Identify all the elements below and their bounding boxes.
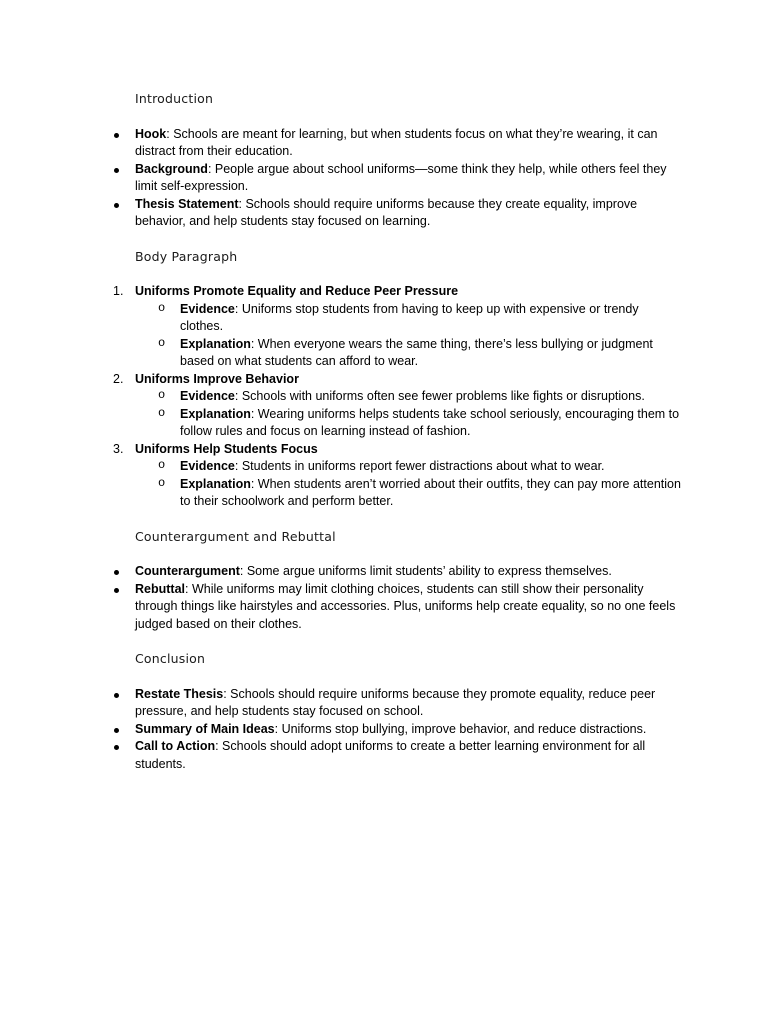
sub-item-label: Explanation [180, 476, 251, 491]
item-text: : Schools should require uniforms because they create equality, improve behavior, and help students stay focused on learning. [135, 196, 638, 228]
sub-item-label: Explanation [180, 336, 251, 351]
sub-item-text: : Students in uniforms report fewer distractions about what to wear. [234, 459, 605, 473]
item-label: Call to Action [135, 739, 216, 753]
body-point-1 [113, 283, 683, 371]
section-heading-introduction: Introduction [135, 91, 214, 106]
introduction-list [113, 126, 683, 231]
list-item-restate-thesis [113, 686, 683, 721]
sub-bullet-icon: o [158, 475, 166, 490]
counter-list [113, 563, 683, 633]
sub-item-explanation [135, 336, 683, 371]
sub-item-evidence [135, 301, 683, 336]
item-label: Summary of Main Ideas [135, 721, 275, 736]
list-item-call-to-action [113, 738, 683, 773]
list-item-thesis [113, 196, 683, 231]
point-number: 1. [113, 284, 124, 298]
item-label: Background [135, 161, 208, 176]
item-text: : People argue about school uniforms—some think they help, while others feel they limit self-expression. [135, 161, 667, 193]
sub-item-text: : Wearing uniforms helps students take school seriously, encouraging them to follow rules and focus on learning instead of fashion. [180, 406, 680, 438]
item-label: Rebuttal [135, 581, 185, 596]
body-points-list [113, 283, 683, 511]
sub-bullet-icon: o [158, 335, 166, 350]
sub-bullet-icon: o [158, 458, 166, 472]
sub-bullet-icon: o [158, 388, 166, 402]
sub-item-text: : When students aren’t worried about their outfits, they can pay more attention to their schoolwork and perform better. [180, 476, 681, 508]
sub-list [135, 458, 683, 511]
sub-item-label: Explanation [180, 406, 251, 421]
section-heading-body: Body Paragraph [135, 248, 238, 264]
sub-item-explanation [135, 476, 683, 511]
sub-item-evidence [135, 388, 683, 406]
item-label: Hook [135, 126, 167, 141]
sub-item-text: : Uniforms stop students from having to keep up with expensive or trendy clothes. [180, 301, 639, 333]
sub-list [135, 301, 683, 371]
section-heading-conclusion: Conclusion [135, 651, 206, 666]
item-label: Restate Thesis [135, 686, 224, 701]
sub-list [135, 388, 683, 441]
item-text: : Schools should adopt uniforms to create a better learning environment for all students. [135, 739, 646, 771]
document-content [113, 90, 683, 790]
item-label: Thesis Statement [135, 196, 239, 211]
sub-item-evidence [135, 458, 683, 476]
list-item-summary [113, 721, 683, 739]
item-label: Counterargument [135, 564, 240, 578]
sub-item-text: : Schools with uniforms often see fewer problems like fights or disruptions. [234, 389, 645, 403]
sub-item-label: Evidence [180, 459, 235, 473]
point-title: Uniforms Promote Equality and Reduce Peer Pressure [135, 284, 459, 298]
point-number: 3. [113, 441, 124, 456]
list-item-rebuttal [113, 581, 683, 634]
item-text: : While uniforms may limit clothing choices, students can still show their personality through things like hairstyles and accessories. Plus, uniforms help create equality, so no one feels judged based on their clothes. [135, 581, 676, 631]
sub-item-label: Evidence [180, 301, 235, 316]
list-item-hook [113, 126, 683, 161]
point-title: Uniforms Improve Behavior [135, 371, 299, 386]
conclusion-list [113, 686, 683, 774]
list-item-counterargument [113, 563, 683, 581]
item-text: : Uniforms stop bullying, improve behavior, and reduce distractions. [274, 721, 647, 736]
sub-item-text: : When everyone wears the same thing, there’s less bullying or judgment based on what students can afford to wear. [180, 336, 653, 368]
item-text: : Some argue uniforms limit students’ ability to express themselves. [239, 564, 612, 578]
section-heading-counter: Counterargument and Rebuttal [135, 528, 336, 544]
sub-item-explanation [135, 406, 683, 441]
item-text: : Schools should require uniforms because they promote equality, reduce peer pressure, and help students stay focused on school. [135, 686, 656, 718]
item-text: : Schools are meant for learning, but when students focus on what they’re wearing, it can distract from their education. [135, 126, 658, 158]
sub-bullet-icon: o [158, 405, 166, 420]
list-item-background [113, 161, 683, 196]
point-number: 2. [113, 371, 124, 386]
body-point-2 [113, 371, 683, 441]
body-point-3 [113, 441, 683, 511]
sub-item-label: Evidence [180, 389, 235, 403]
point-title: Uniforms Help Students Focus [135, 441, 318, 456]
sub-bullet-icon: o [158, 300, 166, 315]
